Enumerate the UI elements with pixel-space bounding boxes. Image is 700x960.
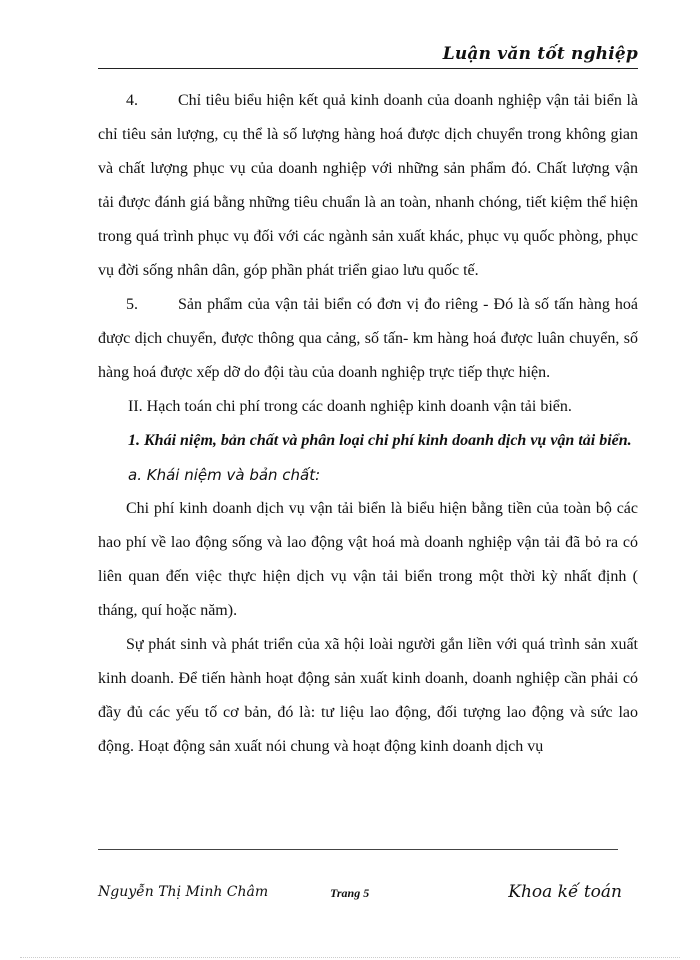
- footer-page-number: Trang 5: [330, 886, 370, 900]
- paragraph-definition: Chi phí kinh doanh dịch vụ vận tải biển là biểu hiện bằng tiền của toàn bộ các hao phí về lao động sống và lao động vật hoá mà doanh nghiệp vận tải đã bỏ ra có liên quan đến việc thực hiện dịch vụ vận tải biển trong một thời kỳ nhất định ( tháng, quí hoặc năm).: [98, 500, 638, 619]
- page-bottom-edge: [20, 957, 680, 958]
- paragraph-5: [98, 288, 638, 390]
- paragraph-number: 5.: [126, 296, 138, 313]
- sub-sub-heading: a. Khái niệm và bản chất:: [128, 466, 321, 484]
- footer-author: Nguyễn Thị Minh Châm: [98, 884, 269, 900]
- paragraph-number: 4.: [126, 92, 138, 109]
- section-heading: II. Hạch toán chi phí trong các doanh nghiệp kinh doanh vận tải biển.: [128, 398, 572, 415]
- page-footer: [98, 884, 638, 908]
- header-rule: [98, 68, 638, 69]
- paragraph-text: Chỉ tiêu biểu hiện kết quả kinh doanh của doanh nghiệp vận tải biển là chỉ tiêu sản lượng, cụ thể là số lượng hàng hoá được dịch chuyển trong không gian và chất lượng phục vụ của doanh nghiệp với những sản phẩm đó. Chất lượng vận tải được đánh giá bằng những tiêu chuẩn là an toàn, nhanh chóng, tiết kiệm thể hiện trong quá trình phục vụ đối với các ngành sản xuất khác, phục vụ quốc phòng, phục vụ đời sống nhân dân, góp phần phát triển giao lưu quốc tế.: [98, 92, 638, 279]
- page-body: [98, 84, 638, 764]
- document-header-title: Luận văn tốt nghiệp: [442, 44, 638, 64]
- footer-department: Khoa kế toán: [508, 882, 622, 902]
- subsection-heading: 1. Khái niệm, bản chất và phân loại chi phí kinh doanh dịch vụ vận tải biển.: [128, 432, 632, 449]
- paragraph-text: Sản phẩm của vận tải biển có đơn vị đo riêng - Đó là số tấn hàng hoá được dịch chuyển, được thông qua cảng, số tấn- km hàng hoá được luân chuyển, số hàng hoá được xếp dỡ do đội tàu của doanh nghiệp trực tiếp thực hiện.: [98, 296, 638, 381]
- footer-rule: [98, 849, 618, 850]
- paragraph-development: Sự phát sinh và phát triển của xã hội loài người gắn liền với quá trình sản xuất kinh doanh. Để tiến hành hoạt động sản xuất kinh doanh, doanh nghiệp cần phải có đầy đủ các yếu tố cơ bản, đó là: tư liệu lao động, đối tượng lao động và sức lao động. Hoạt động sản xuất nói chung và hoạt động kinh doanh dịch vụ: [98, 636, 638, 755]
- paragraph-4: [98, 84, 638, 288]
